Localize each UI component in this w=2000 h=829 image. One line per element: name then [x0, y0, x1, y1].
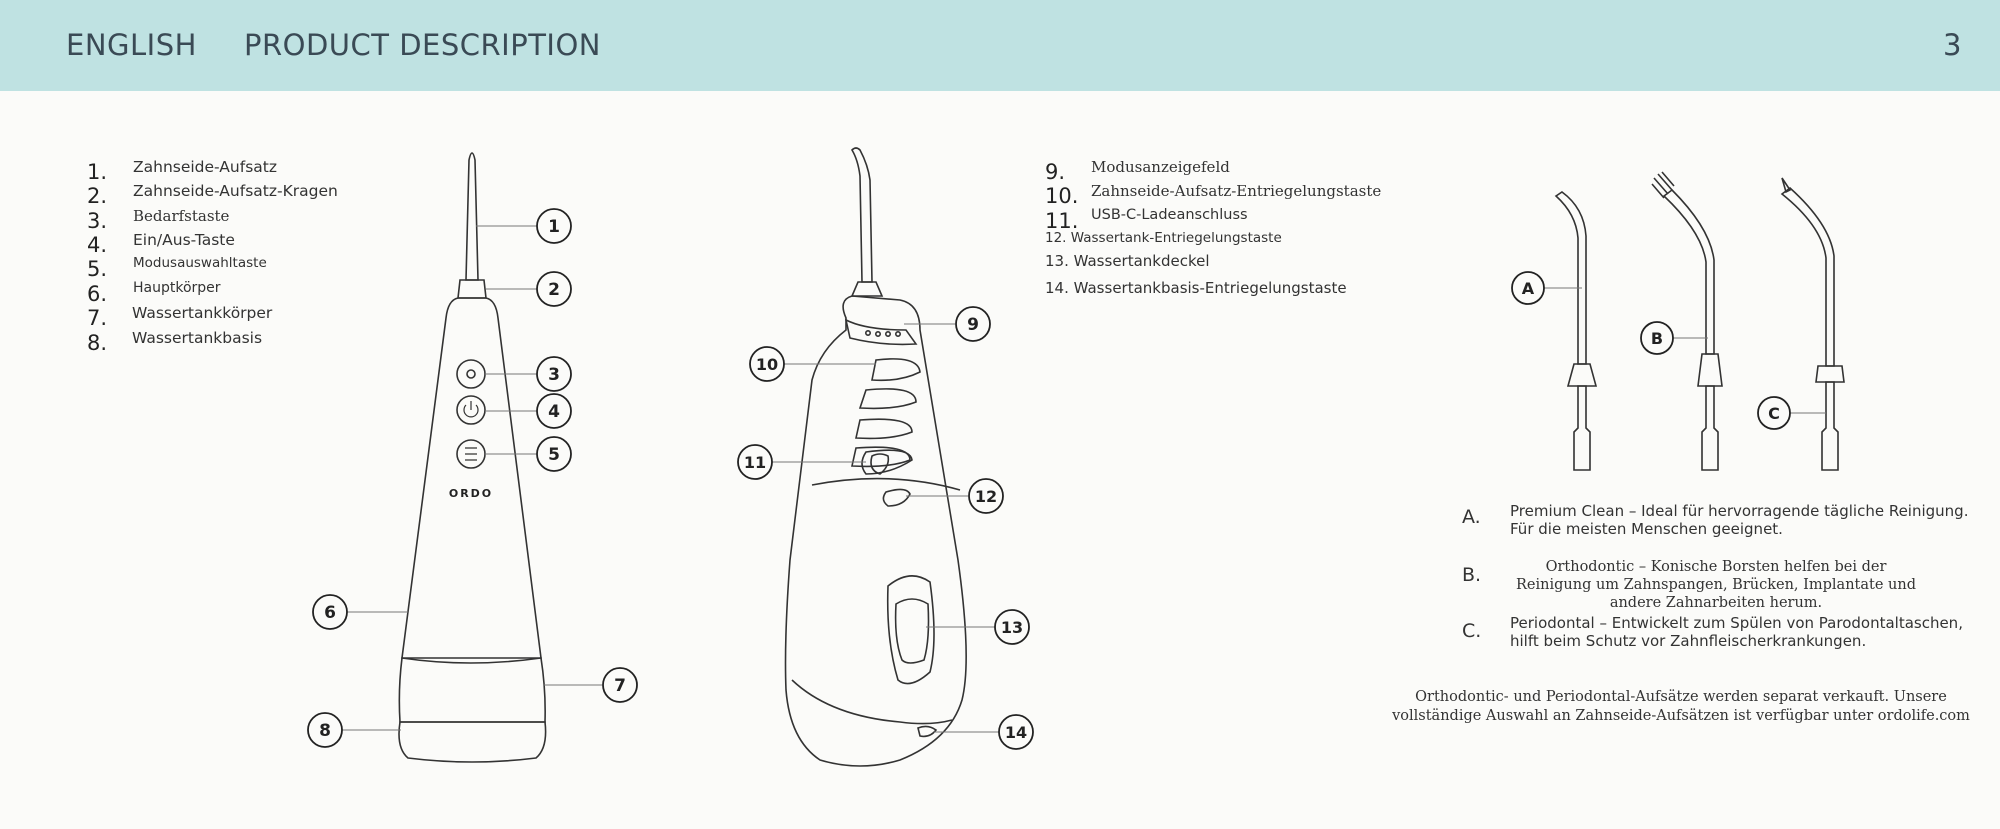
floss-tip-back: [852, 148, 872, 282]
variant-text: Orthodontic – Konische Borsten helfen bei der Reinigung um Zahnspangen, Brücken, Implantate und andere Zahnarbeiten herum.: [1516, 559, 1916, 611]
list-item: 12. Wassertank-Entriegelungstaste: [1045, 230, 1282, 246]
tip-collar-front: [458, 280, 486, 298]
tip-c-stem: [1822, 382, 1838, 470]
callout-label: A: [1521, 279, 1535, 298]
callout-label: 3: [548, 365, 560, 385]
tank-release-button: [883, 489, 910, 506]
tank-base-seam: [792, 680, 952, 724]
callout-label: 14: [1004, 723, 1028, 742]
power-symbol-icon: [464, 401, 478, 417]
front-device-illustration: [399, 153, 546, 762]
callout-label: 4: [548, 402, 560, 422]
tip-c-collar: [1816, 366, 1844, 382]
back-device-illustration: [786, 148, 967, 766]
tip-b-stem: [1702, 386, 1718, 470]
variant-letter: A.: [1462, 506, 1481, 528]
callout-label: 8: [319, 721, 331, 741]
tip-c-point: [1782, 178, 1790, 192]
callout-label: 6: [324, 603, 336, 623]
tip-b-collar: [1698, 354, 1722, 386]
callout-label: 9: [967, 315, 979, 335]
callout-label: 10: [755, 355, 779, 374]
variant-text: Premium Clean – Ideal für hervorragende tägliche Reinigung. Für die meisten Menschen geeignet.: [1510, 502, 1969, 538]
page-title: PRODUCT DESCRIPTION: [244, 28, 601, 62]
callout-label: 11: [743, 453, 767, 472]
indicator-dot: [876, 332, 880, 336]
availability-note: Orthodontic- und Periodontal-Aufsätze werden separat verkauft. Unsere vollständige Auswahl an Zahnseide-Aufsätzen ist verfügbar unter ordolife.com: [1392, 689, 1970, 724]
main-body-front: [402, 298, 541, 658]
demand-button-dot: [467, 370, 475, 378]
tip-a-collar: [1568, 364, 1596, 386]
callout-label: 1: [548, 217, 560, 237]
tank-lid: [888, 576, 934, 684]
callout-label: 13: [1000, 618, 1024, 637]
tank-base-front: [399, 722, 546, 762]
floss-tip-front: [466, 153, 478, 280]
page-number: 3: [1943, 28, 1962, 62]
tip-a: [1556, 192, 1586, 364]
device-brand-logo: ORDO: [448, 487, 494, 500]
tip-a-stem: [1574, 386, 1590, 470]
base-release-tab: [918, 726, 936, 736]
variant-letter: B.: [1462, 564, 1482, 586]
callout-label: 5: [548, 445, 560, 465]
tip-collar-back: [852, 282, 882, 296]
indicator-dot: [866, 331, 870, 335]
language-label: ENGLISH: [66, 28, 197, 62]
callout-label: 2: [548, 280, 560, 300]
list-item: 13. Wassertankdeckel: [1045, 252, 1210, 270]
menu-lines-icon: [465, 448, 477, 460]
callout-label: C: [1768, 404, 1780, 423]
demand-button-icon: [457, 360, 485, 388]
body-seam: [812, 479, 960, 490]
tip-b-bristles: [1652, 172, 1674, 198]
indicator-dot: [886, 332, 890, 336]
list-item: 14. Wassertankbasis-Entriegelungstaste: [1045, 279, 1347, 297]
tank-body-front: [399, 658, 545, 722]
callout-label: B: [1650, 329, 1664, 348]
floss-tips-illustration: [1556, 172, 1844, 470]
callout-label: 7: [614, 676, 626, 696]
indicator-dot: [896, 332, 900, 336]
variant-letter: C.: [1462, 620, 1482, 642]
callout-label: 12: [974, 487, 998, 506]
tip-c: [1782, 188, 1834, 366]
variant-text: Periodontal – Entwickelt zum Spülen von Parodontaltaschen, hilft beim Schutz vor Zahnfleischerkrankungen.: [1510, 614, 1963, 650]
tank-lid-inner: [896, 599, 929, 663]
